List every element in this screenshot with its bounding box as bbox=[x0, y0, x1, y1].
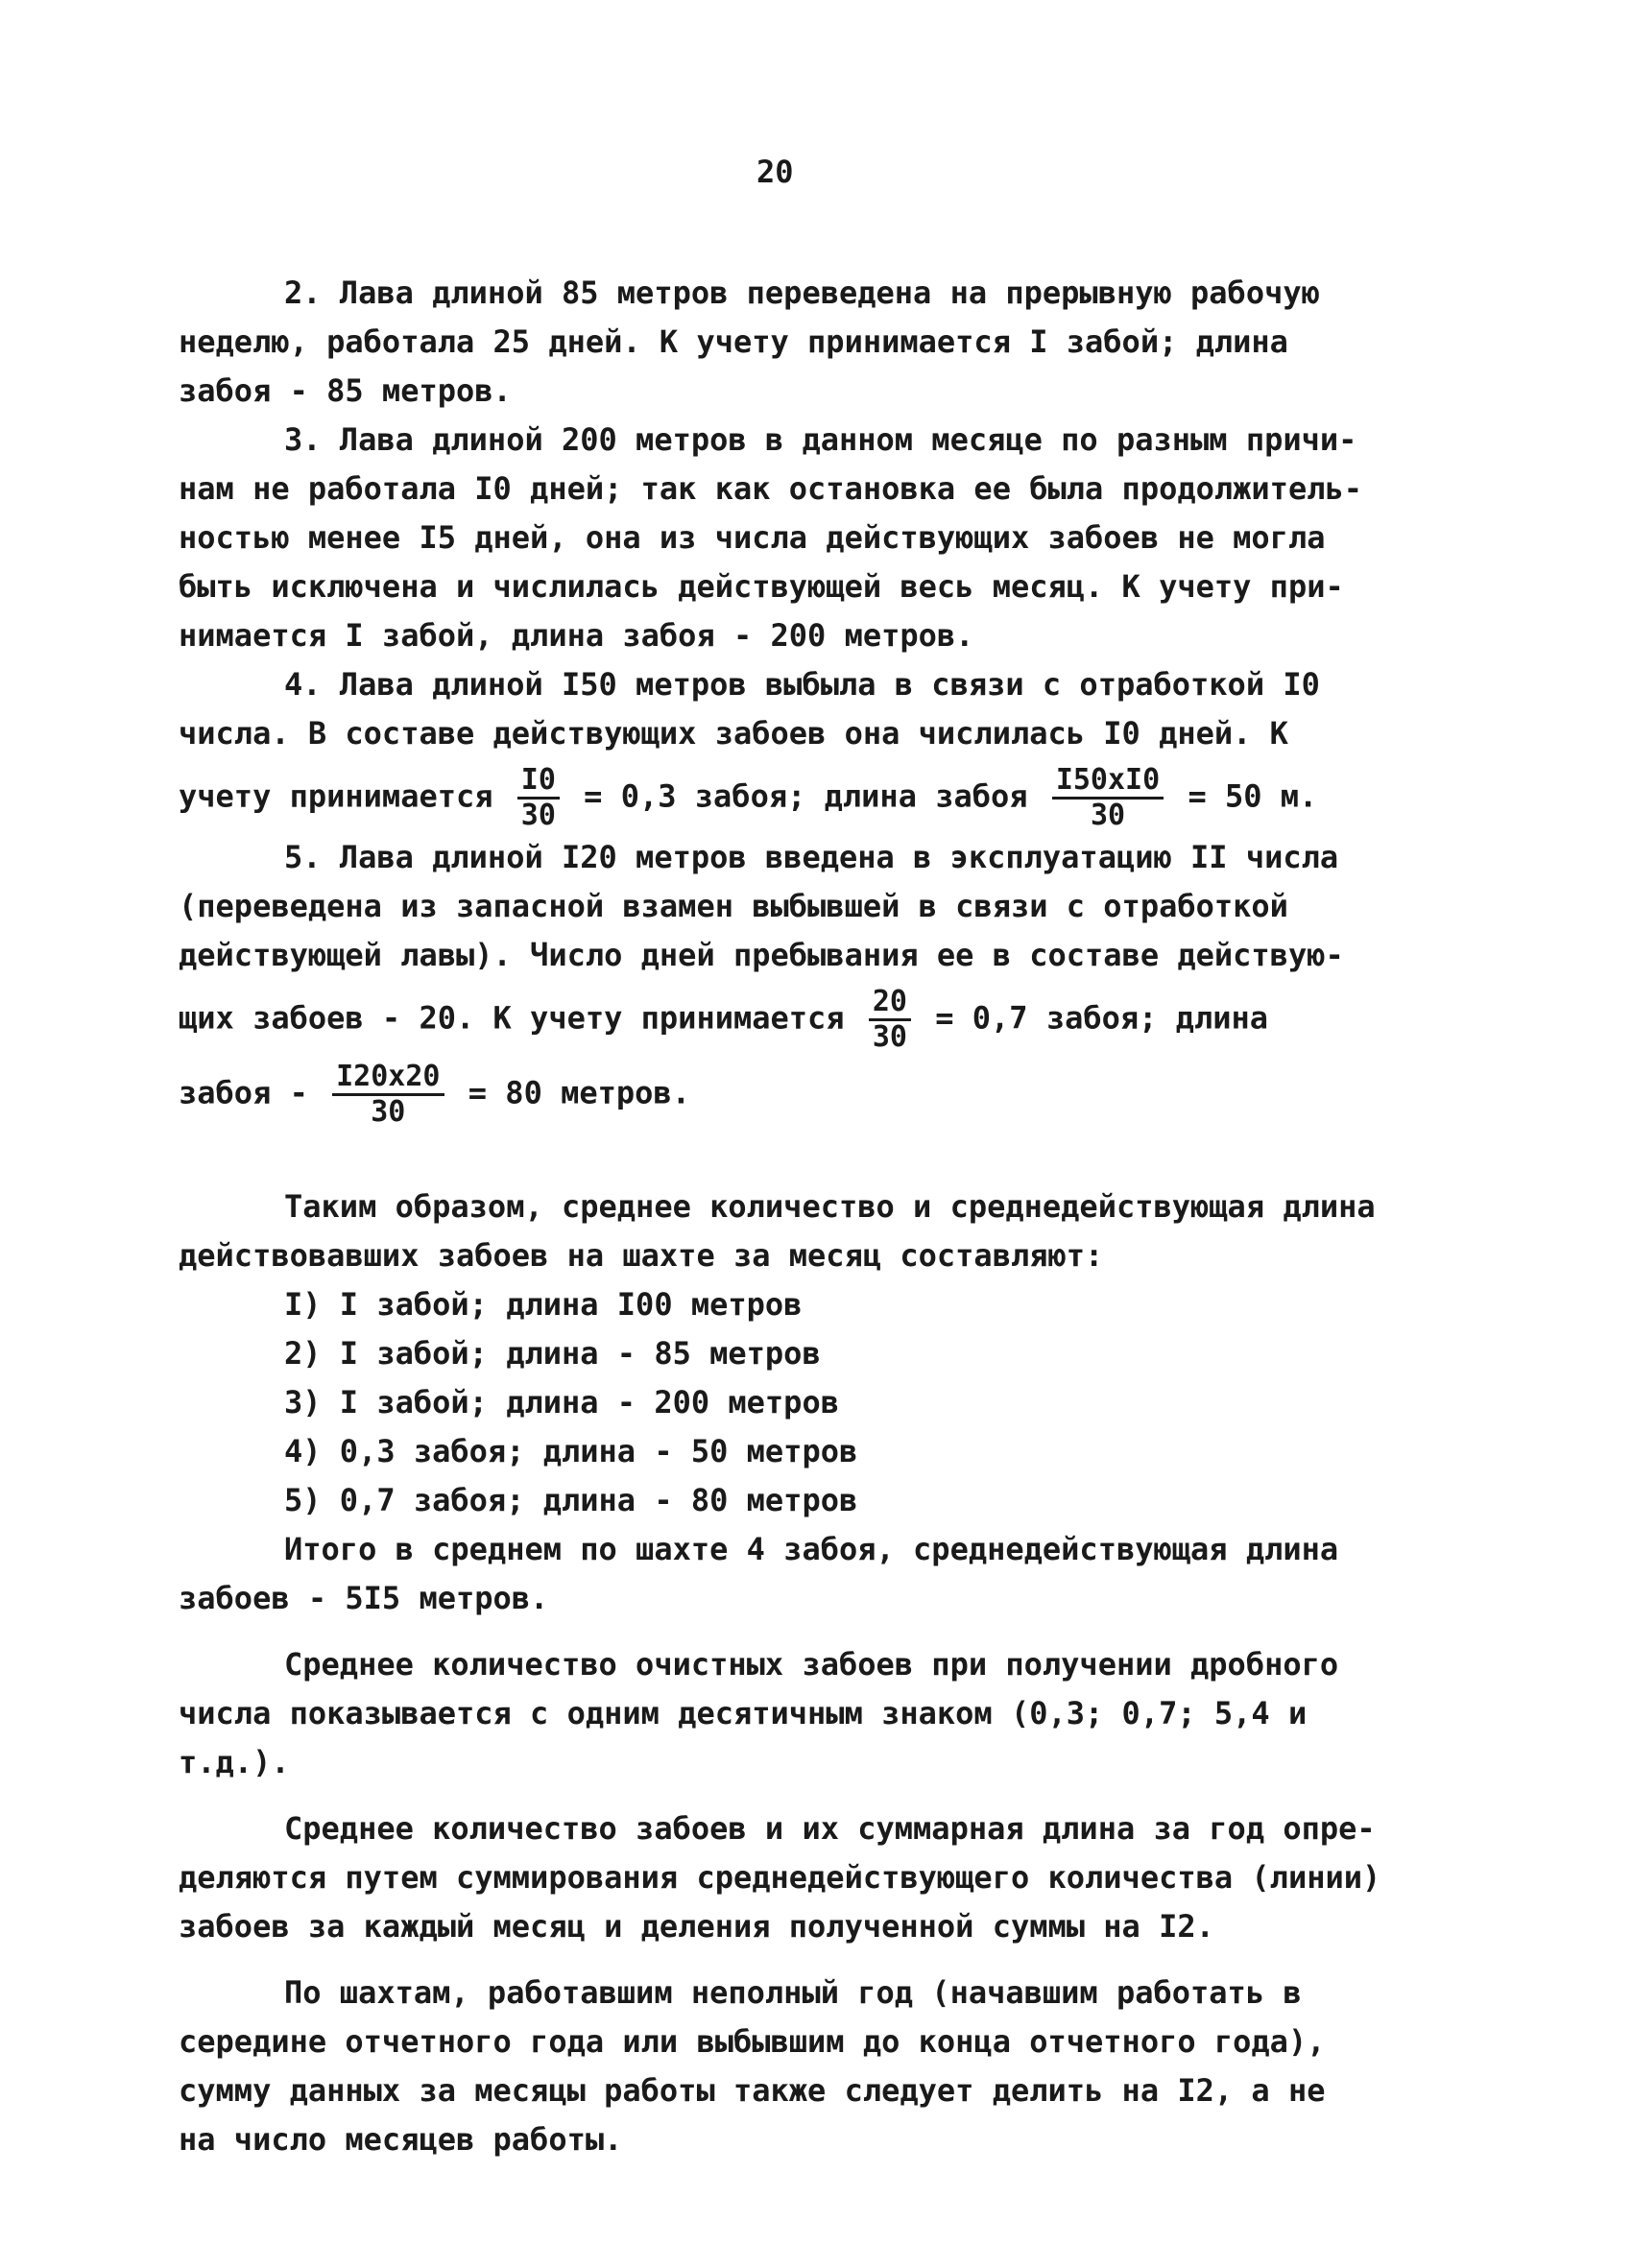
fraction bbox=[517, 763, 560, 832]
formula-text: учету принимается bbox=[179, 777, 493, 815]
spacer bbox=[179, 1787, 1407, 1804]
fraction bbox=[1052, 763, 1164, 832]
fraction-denominator: 30 bbox=[872, 1020, 907, 1054]
page-number: 20 bbox=[756, 154, 794, 190]
fraction-numerator: I50xI0 bbox=[1052, 766, 1164, 800]
formula-text: = 0,3 забоя; длина забоя bbox=[584, 777, 1028, 815]
paragraph-line: 3. Лава длиной 200 метров в данном месяце по разным причи- bbox=[284, 421, 1357, 458]
formula-text: щих забоев - 20. К учету принимается bbox=[179, 999, 845, 1037]
paragraph-line: сумму данных за месяцы работы также следует делить на I2, а не bbox=[179, 2072, 1326, 2109]
formula-text: = 80 метров. bbox=[468, 1074, 690, 1111]
paragraph-line: середине отчетного года или выбывшим до конца отчетного года), bbox=[179, 2023, 1326, 2060]
paragraph-line: Среднее количество забоев и их суммарная длина за год опре- bbox=[284, 1810, 1376, 1847]
fraction-numerator: 20 bbox=[869, 988, 911, 1021]
formula-line bbox=[179, 758, 1407, 833]
paragraph-line: числа. В составе действующих забоев она числилась I0 дней. К bbox=[179, 715, 1288, 752]
paragraph-line: действовавших забоев на шахте за месяц составляют: bbox=[179, 1237, 1104, 1274]
spacer bbox=[179, 1130, 1407, 1182]
paragraph-line: забоев за каждый месяц и деления полученной суммы на I2. bbox=[179, 1908, 1214, 1945]
fraction-numerator: I0 bbox=[517, 766, 560, 800]
fraction-denominator: 30 bbox=[371, 1095, 406, 1129]
paragraph-line: т.д.). bbox=[179, 1744, 290, 1780]
paragraph-line: Среднее количество очистных забоев при получении дробного bbox=[284, 1646, 1339, 1683]
paragraph-line: Таким образом, среднее количество и среднедействующая длина bbox=[284, 1188, 1376, 1225]
paragraph-line: 4. Лава длиной I50 метров выбыла в связи с отработкой I0 bbox=[284, 666, 1320, 703]
list-item: 5) 0,7 забоя; длина - 80 метров bbox=[284, 1482, 858, 1518]
list-item: 4) 0,3 забоя; длина - 50 метров bbox=[284, 1433, 858, 1469]
paragraph-line: нам не работала I0 дней; так как остановка ее была продолжитель- bbox=[179, 470, 1362, 507]
paragraph-line: По шахтам, работавшим неполный год (начавшим работать в bbox=[284, 1974, 1302, 2011]
list-item: 3) I забой; длина - 200 метров bbox=[284, 1384, 839, 1420]
fraction-denominator: 30 bbox=[1090, 799, 1126, 832]
paragraph-line: забоя - 85 метров. bbox=[179, 372, 512, 409]
list-item: 2) I забой; длина - 85 метров bbox=[284, 1335, 821, 1372]
paragraph-line: быть исключена и числилась действующей весь месяц. К учету при- bbox=[179, 568, 1344, 605]
paragraph-line: ностью менее I5 дней, она из числа действующих забоев не могла bbox=[179, 519, 1326, 556]
list-item: I) I забой; длина I00 метров bbox=[284, 1286, 803, 1323]
paragraph-line: Итого в среднем по шахте 4 забоя, среднедействующая длина bbox=[284, 1531, 1339, 1567]
paragraph-line: нимается I забой, длина забоя - 200 метров. bbox=[179, 617, 974, 654]
paragraph-line: 2. Лава длиной 85 метров переведена на прерывную рабочую bbox=[284, 275, 1320, 311]
spacer bbox=[179, 1951, 1407, 1969]
paragraph-line: 5. Лава длиной I20 метров введена в эксплуатацию II числа bbox=[284, 839, 1339, 875]
body-text bbox=[179, 269, 1407, 2164]
paragraph-line: (переведена из запасной взамен выбывшей в связи с отработкой bbox=[179, 888, 1288, 924]
fraction bbox=[869, 985, 911, 1054]
paragraph-line: деляются путем суммирования среднедействующего количества (линии) bbox=[179, 1859, 1381, 1896]
formula-text: забоя - bbox=[179, 1074, 308, 1111]
paragraph-line: забоев - 5I5 метров. bbox=[179, 1580, 549, 1616]
formula-text: = 50 м. bbox=[1188, 777, 1318, 815]
spacer bbox=[179, 1623, 1407, 1640]
paragraph-line: неделю, работала 25 дней. К учету принимается I забой; длина bbox=[179, 323, 1288, 360]
formula-text: = 0,7 забоя; длина bbox=[935, 999, 1268, 1037]
fraction-numerator: I20x20 bbox=[332, 1062, 444, 1096]
paragraph-line: действующей лавы). Число дней пребывания ее в составе действую- bbox=[179, 937, 1344, 973]
formula-line bbox=[179, 980, 1407, 1055]
fraction-denominator: 30 bbox=[520, 799, 556, 832]
paragraph-line: числа показывается с одним десятичным знаком (0,3; 0,7; 5,4 и bbox=[179, 1695, 1308, 1731]
formula-line bbox=[179, 1055, 1407, 1130]
paragraph-line: на число месяцев работы. bbox=[179, 2121, 623, 2158]
fraction bbox=[332, 1062, 444, 1127]
